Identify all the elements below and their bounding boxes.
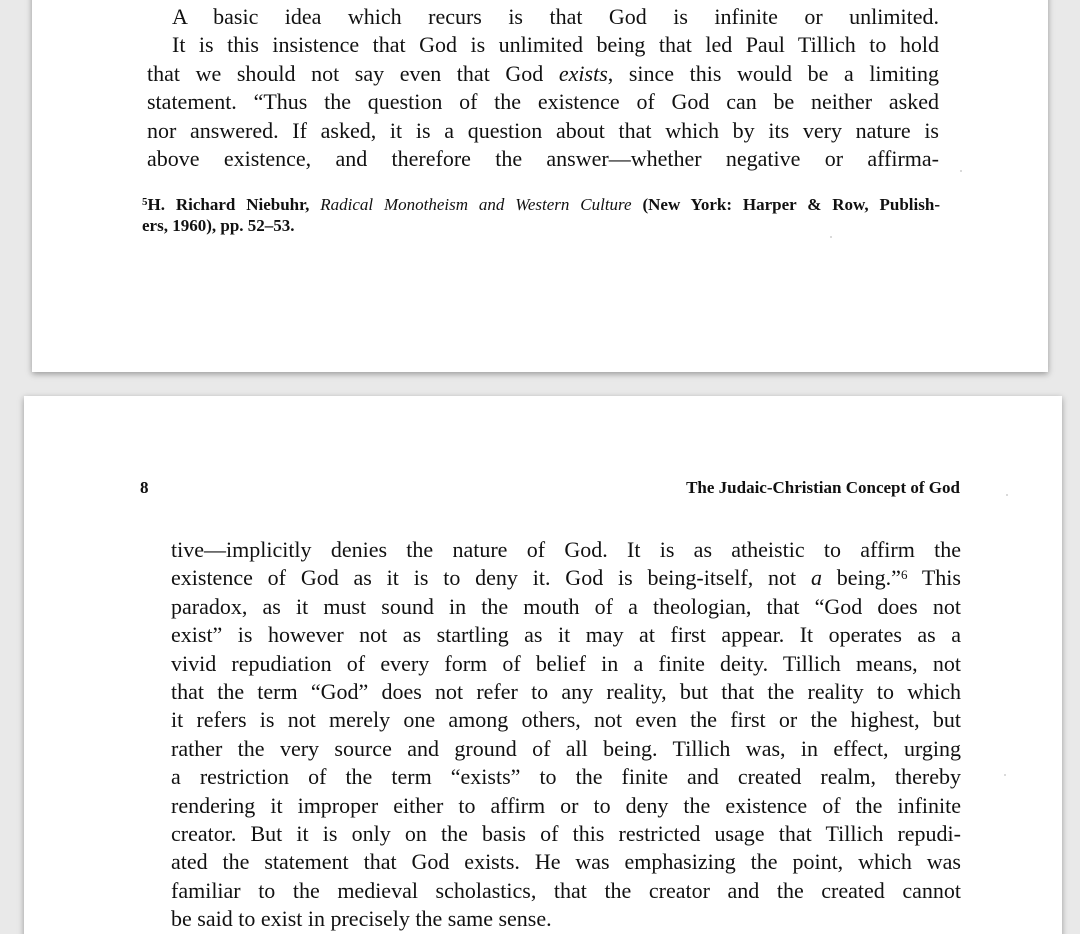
scan-speck xyxy=(1006,494,1008,496)
footnote-line: ers, 1960), pp. 52–53. xyxy=(142,216,295,235)
scan-speck xyxy=(960,170,962,172)
text-line: it refers is not merely one among others, not even the first or the highest, but xyxy=(171,707,961,733)
text-line: a restriction of the term “exists” to the finite and created realm, thereby xyxy=(171,764,961,790)
text-line: tive—implicitly denies the nature of God. It is as atheistic to affirm the xyxy=(171,537,961,562)
footnote-author: H. Richard Niebuhr, xyxy=(147,195,321,214)
text-line: statement. “Thus the question of the existence of God can be neither asked xyxy=(147,89,939,115)
text-line: familiar to the medieval scholastics, that the creator and the created cannot xyxy=(171,877,961,903)
text-run: , since this would be a limiting xyxy=(607,60,939,86)
top-page-body xyxy=(147,3,939,173)
running-head: The Judaic-Christian Concept of God xyxy=(686,478,960,497)
footnote-marker: 5 xyxy=(142,196,148,208)
text-line: vivid repudiation of every form of belief in a finite deity. Tillich means, not xyxy=(171,650,961,676)
text-run: This xyxy=(907,565,961,591)
text-run: that we should not say even that God xyxy=(147,60,559,86)
bottom-page-body xyxy=(171,536,961,934)
scan-speck xyxy=(1004,774,1006,776)
page-number: 8 xyxy=(140,478,149,497)
bottom-page xyxy=(24,396,1062,934)
text-run: being.” xyxy=(821,565,901,591)
text-line: A basic idea which recurs is that God is infinite or unlimited. xyxy=(172,4,939,29)
text-line: above existence, and therefore the answer—whether negative or affirma- xyxy=(147,146,939,172)
scan-speck xyxy=(830,236,832,238)
text-line: paradox, as it must sound in the mouth of a theologian, that “God does not xyxy=(171,593,961,619)
text-line xyxy=(147,60,939,88)
text-line: exist” is however not as startling as it may at first appear. It operates as a xyxy=(171,622,961,648)
emphasis-a: a xyxy=(810,565,822,591)
footnote-publisher: (New York: Harper & Row, Publish- xyxy=(631,195,940,214)
text-line: rendering it improper either to affirm or to deny the existence of the infinite xyxy=(171,792,961,818)
text-line: rather the very source and ground of all being. Tillich was, in effect, urging xyxy=(171,735,961,761)
text-run: existence of God as it is to deny it. God is being-itself, not xyxy=(171,565,811,591)
top-page xyxy=(32,0,1048,372)
footnote-title: Radical Monotheism and Western Culture xyxy=(320,195,632,214)
text-line: It is this insistence that God is unlimited being that led Paul Tillich to hold xyxy=(172,32,939,58)
footnote-5 xyxy=(142,194,940,236)
footnote-reference-6: 6 xyxy=(900,567,908,583)
text-line: ated the statement that God exists. He was emphasizing the point, which was xyxy=(171,849,961,875)
text-line: nor answered. If asked, it is a question about that which by its very nature is xyxy=(147,117,939,143)
footnote-line xyxy=(142,194,940,215)
emphasis-exists: exists xyxy=(558,60,608,86)
text-line: creator. But it is only on the basis of this restricted usage that Tillich repudi- xyxy=(171,821,961,847)
text-line: be said to exist in precisely the same sense. xyxy=(171,906,552,932)
text-line: that the term “God” does not refer to any reality, but that the reality to which xyxy=(171,679,961,705)
text-line xyxy=(171,564,961,592)
